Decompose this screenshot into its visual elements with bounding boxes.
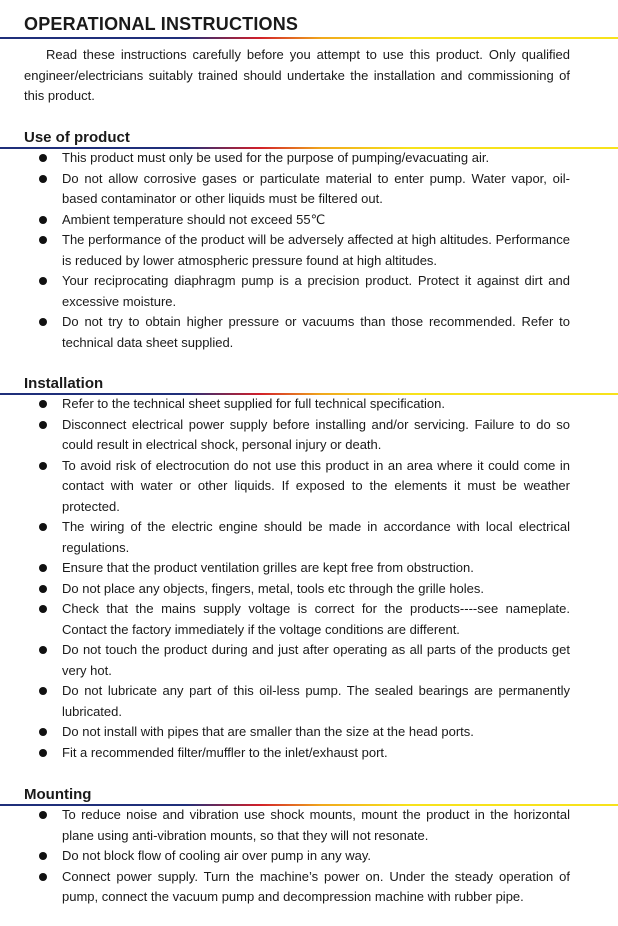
bullet-icon — [39, 852, 47, 860]
list-item — [24, 210, 570, 231]
bullet-icon — [39, 523, 47, 531]
list-item — [24, 517, 570, 558]
list-item — [24, 681, 570, 722]
list-item — [24, 148, 570, 169]
list-item — [24, 743, 570, 764]
list-item-text: Do not touch the product during and just after operating as all parts of the products get very hot. — [62, 642, 570, 678]
page-title: OPERATIONAL INSTRUCTIONS — [24, 14, 299, 34]
bullet-icon — [39, 216, 47, 224]
bullet-icon — [39, 605, 47, 613]
list-item-text: Do not allow corrosive gases or particulate material to enter pump. Water vapor, oil-based contaminator or other liquids must be filtered out. — [62, 170, 570, 206]
bullet-icon — [39, 236, 47, 244]
bullet-icon — [39, 687, 47, 695]
list-item-text: Disconnect electrical power supply before installing and/or servicing. Failure to do so could result in electrical shock, personal injury or death. — [62, 416, 570, 452]
list-item — [24, 169, 570, 210]
list-item-text: Do not lubricate any part of this oil-less pump. The sealed bearings are permanently lubricated. — [62, 683, 570, 719]
bullet-icon — [39, 175, 47, 183]
list-mounting — [24, 805, 570, 908]
list-item — [24, 456, 570, 518]
bullet-icon — [39, 154, 47, 162]
bullet-icon — [39, 462, 47, 470]
bullet-icon — [39, 811, 47, 819]
bullet-icon — [39, 749, 47, 757]
list-item-text: Your reciprocating diaphragm pump is a precision product. Protect it against dirt and excessive moisture. — [62, 273, 570, 309]
list-item — [24, 230, 570, 271]
list-item-text: To avoid risk of electrocution do not use this product in an area where it could come in contact with water or other liquids. If exposed to the elements it must be weather protected. — [62, 457, 570, 514]
list-item-text: Check that the mains supply voltage is correct for the products----see nameplate. Contact the factory immediately if the voltage conditions are different. — [62, 601, 570, 637]
list-item — [24, 394, 570, 415]
list-item-text: Refer to the technical sheet supplied for full technical specification. — [62, 396, 445, 411]
intro-paragraph — [24, 45, 570, 107]
list-item — [24, 846, 570, 867]
list-item — [24, 271, 570, 312]
bullet-icon — [39, 873, 47, 881]
bullet-icon — [39, 421, 47, 429]
list-item — [24, 599, 570, 640]
list-item-text: Fit a recommended filter/muffler to the inlet/exhaust port. — [62, 744, 388, 760]
list-item-text: This product must only be used for the purpose of pumping/evacuating air. — [62, 150, 490, 165]
list-item — [24, 558, 570, 579]
section-heading-installation: Installation — [24, 375, 104, 392]
list-item — [24, 640, 570, 681]
bullet-icon — [39, 277, 47, 285]
section-heading-use-of-product: Use of product — [24, 129, 130, 146]
list-item-text: Do not place any objects, fingers, metal, tools etc through the grille holes. — [62, 580, 485, 596]
list-item-text: Do not block flow of cooling air over pump in any way. — [62, 848, 372, 863]
list-item — [24, 805, 570, 846]
list-item — [24, 579, 570, 600]
list-item-text: Ensure that the product ventilation grilles are kept free from obstruction. — [62, 560, 474, 575]
list-item — [24, 312, 570, 353]
list-item-text: Ambient temperature should not exceed 55℃ — [62, 211, 326, 227]
list-item-text: The performance of the product will be adversely affected at high altitudes. Performance is reduced by lower atmospheric pressure found at high altitudes. — [62, 232, 570, 268]
list-item-text: Connect power supply. Turn the machine’s power on. Under the steady operation of pump, connect the vacuum pump and decompression machine with rubber pipe. — [62, 868, 570, 904]
list-item — [24, 415, 570, 456]
list-item — [24, 722, 570, 743]
list-item — [24, 867, 570, 908]
bullet-icon — [39, 585, 47, 593]
list-installation — [24, 394, 570, 763]
bullet-icon — [39, 728, 47, 736]
bullet-icon — [39, 400, 47, 408]
list-item-text: Do not try to obtain higher pressure or vacuums than those recommended. Refer to technical data sheet supplied. — [62, 314, 570, 350]
bullet-icon — [39, 564, 47, 572]
title-divider — [0, 37, 618, 39]
intro-text: Read these instructions carefully before you attempt to use this product. Only qualified engineer/electricians suitably trained should undertake the installation and commissioning of this product. — [24, 47, 570, 103]
bullet-icon — [39, 646, 47, 654]
section-heading-mounting: Mounting — [24, 786, 92, 803]
list-item-text: The wiring of the electric engine should be made in accordance with local electrical regulations. — [62, 519, 570, 555]
list-item-text: Do not install with pipes that are smaller than the size at the head ports. — [62, 724, 474, 739]
list-use-of-product — [24, 148, 570, 353]
bullet-icon — [39, 318, 47, 326]
list-item-text: To reduce noise and vibration use shock mounts, mount the product in the horizontal plane using anti-vibration mounts, so that they will not resonate. — [62, 807, 570, 843]
